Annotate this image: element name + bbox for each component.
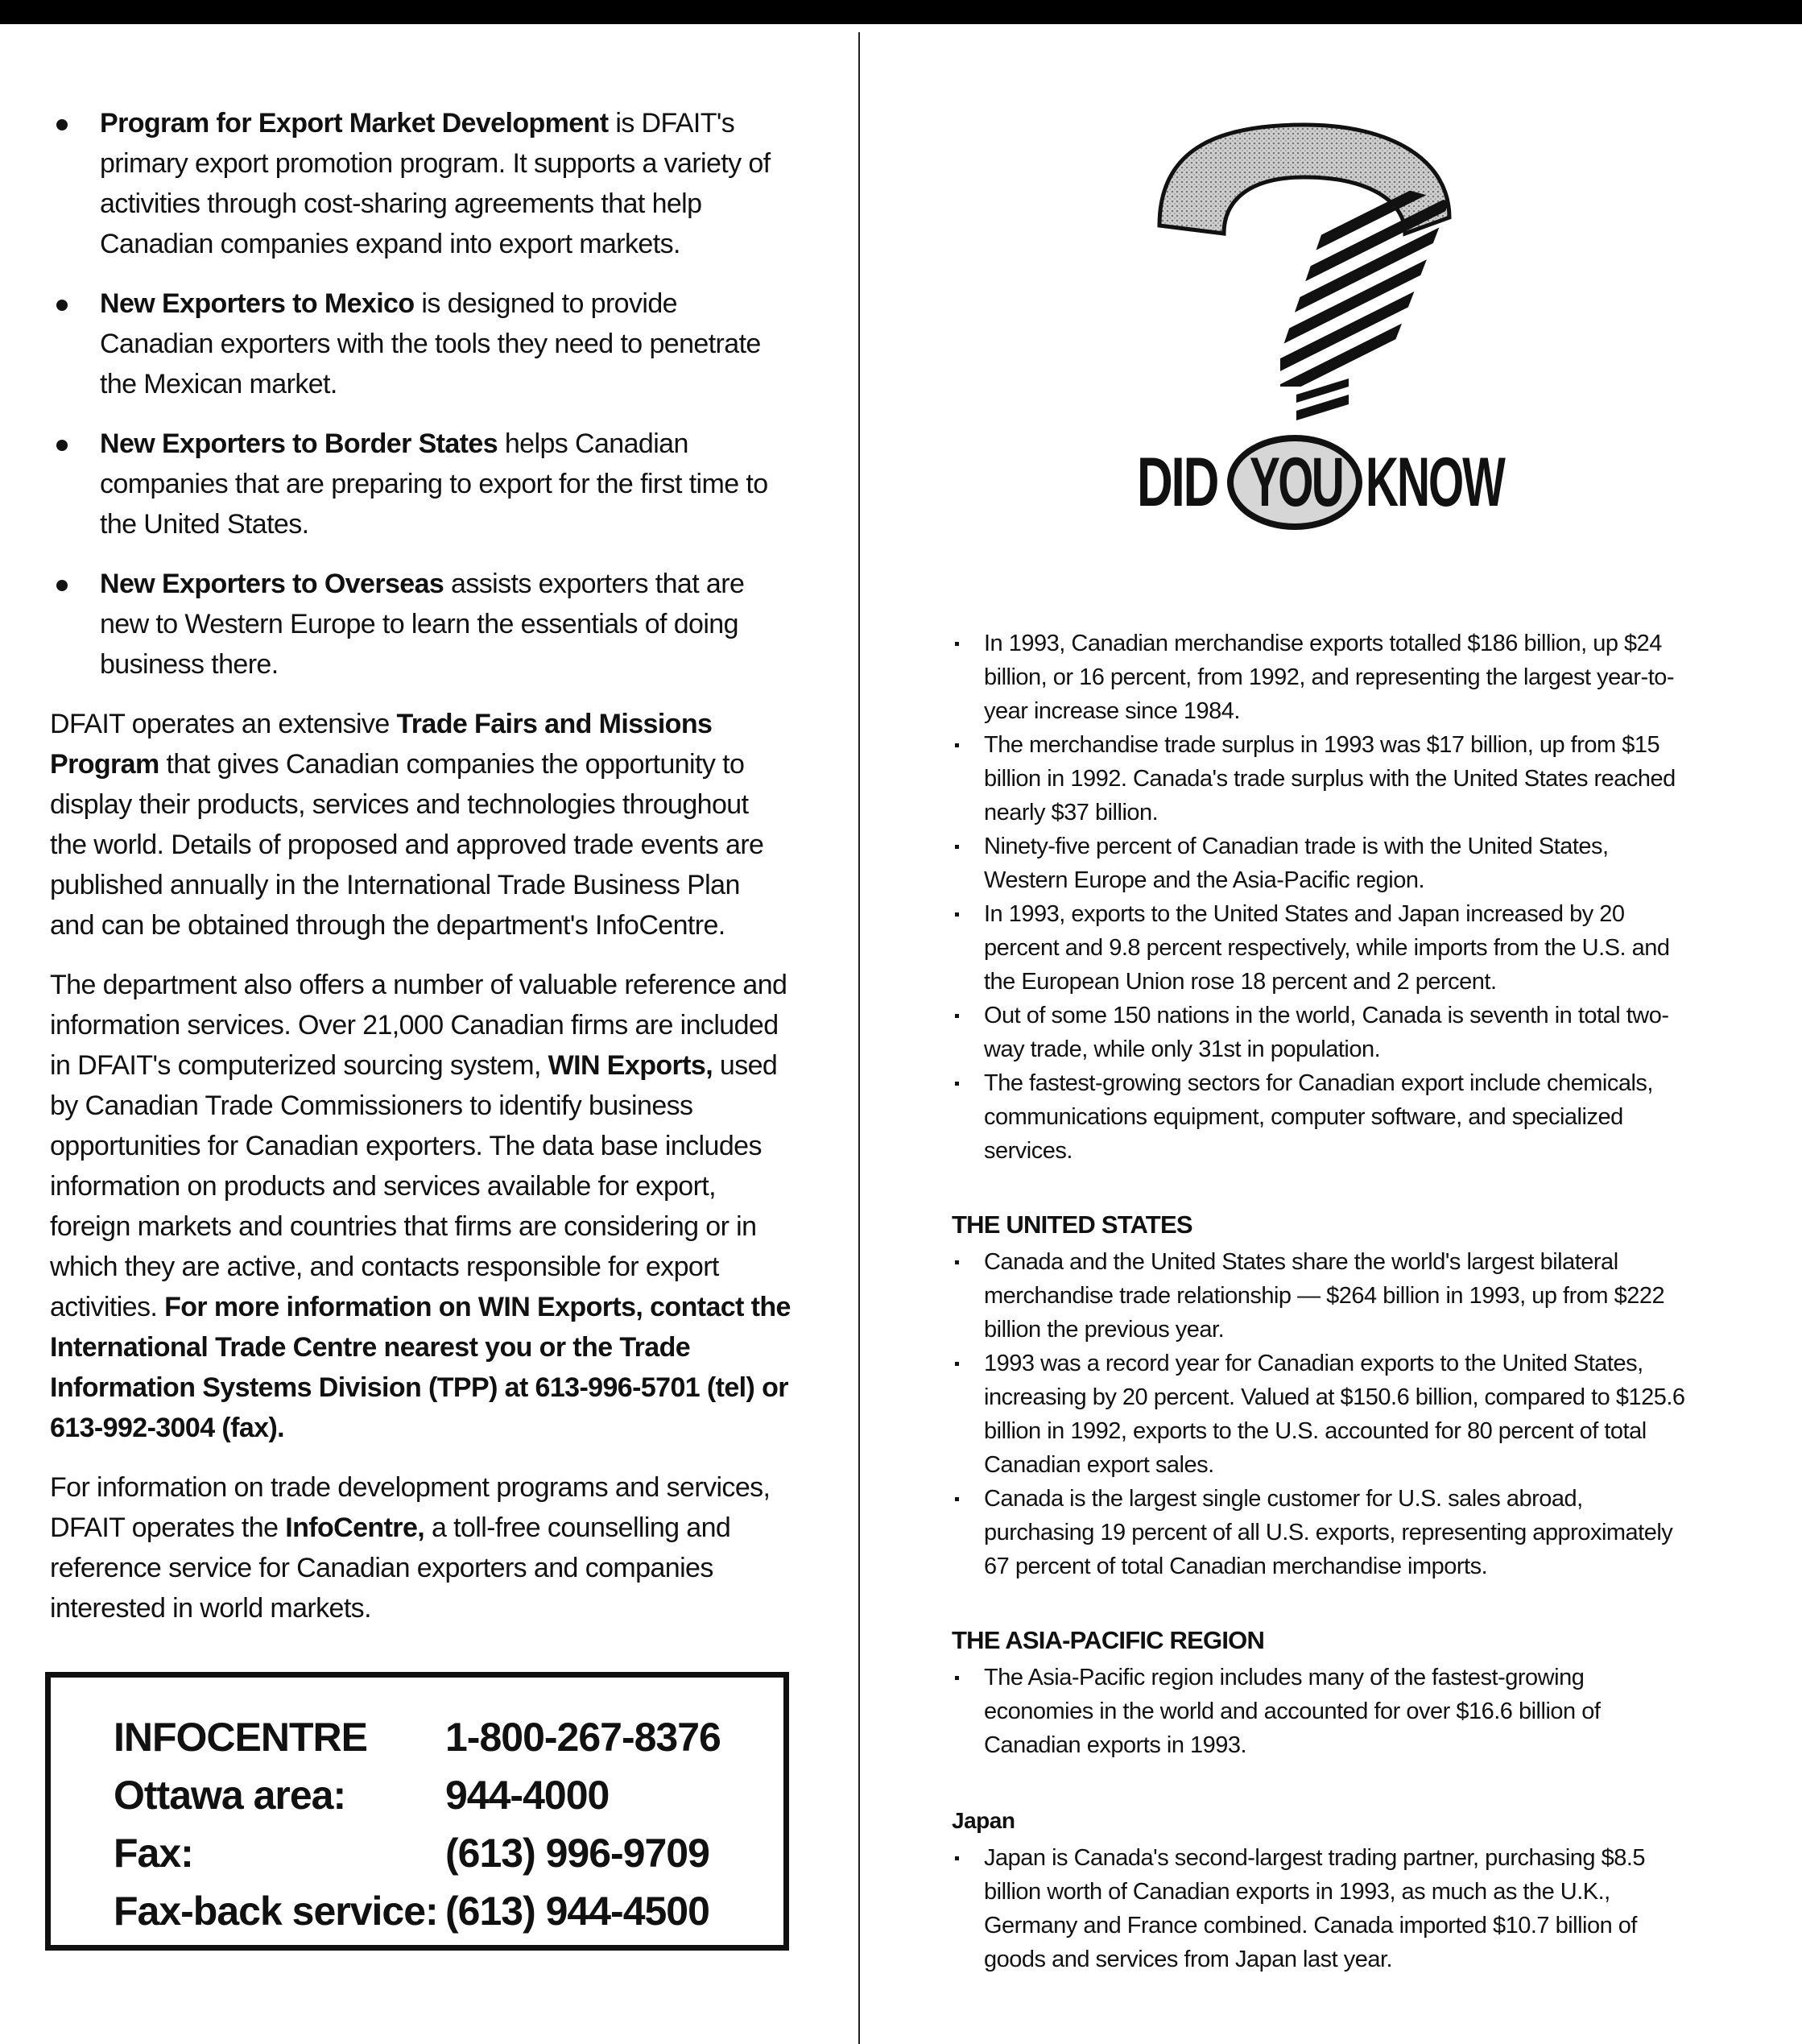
paragraph-text: The department also offers a number of valuable reference and information services. Over 21,000 Canadian firms are included in DFAIT's computerized sourcing system, bbox=[50, 970, 787, 1081]
program-name: New Exporters to Mexico bbox=[100, 288, 415, 319]
table-row bbox=[114, 1766, 721, 1824]
japan-facts-list bbox=[952, 1841, 1692, 1976]
fact-text: 1993 was a record year for Canadian exports to the United States, increasing by 20 percent. Valued at $150.6 billion, compared to $125.6 billion in 1992, exports to the U.S. accounted for 80 percent of total Canadian export sales. bbox=[984, 1351, 1685, 1478]
program-name: Program for Export Market Development bbox=[100, 108, 609, 139]
wordmark-you: YOU bbox=[1250, 444, 1343, 521]
bullet-icon bbox=[56, 440, 68, 451]
bullet-icon bbox=[955, 1260, 959, 1264]
contact-label: Ottawa area: bbox=[114, 1773, 346, 1818]
program-description: is DFAIT's primary export promotion program. It supports a variety of activities through cost-sharing agreements that help Canadian companies expand into export markets. bbox=[100, 108, 771, 259]
paragraph-emphasis: InfoCentre, bbox=[285, 1512, 425, 1543]
list-item bbox=[952, 830, 1692, 897]
contact-table bbox=[114, 1708, 721, 1940]
fact-text: The fastest-growing sectors for Canadian export include chemicals, communications equipment, computer software, and specialized services. bbox=[984, 1070, 1653, 1164]
program-name: New Exporters to Overseas bbox=[100, 569, 444, 599]
trade-facts-list bbox=[952, 627, 1692, 1168]
section-heading-asia-pacific: THE ASIA-PACIFIC REGION bbox=[952, 1626, 1265, 1654]
asia-pacific-facts-list bbox=[952, 1661, 1692, 1762]
program-list bbox=[50, 103, 791, 685]
bullet-icon bbox=[955, 912, 959, 916]
list-item bbox=[50, 283, 791, 404]
fact-text: Out of some 150 nations in the world, Canada is seventh in total two-way trade, while only 31st in population. bbox=[984, 1003, 1669, 1062]
fact-text: The merchandise trade surplus in 1993 was $17 billion, up from $15 billion in 1992. Canada's trade surplus with the United States reached nearly $37 billion. bbox=[984, 732, 1676, 825]
paragraph-text: For information on trade development programs and services, DFAIT operates the bbox=[50, 1472, 771, 1543]
fact-text: Canada and the United States share the world's largest bilateral merchandise trade relationship — $264 billion in 1993, up from $222 billion the previous year. bbox=[984, 1249, 1665, 1343]
list-item bbox=[952, 999, 1692, 1066]
bullet-icon bbox=[955, 1082, 959, 1086]
paragraph-text: DFAIT operates an extensive bbox=[50, 709, 397, 739]
did-you-know-wordmark bbox=[1137, 435, 1523, 532]
fact-text: Japan is Canada's second-largest trading partner, purchasing $8.5 billion worth of Canadian exports in 1993, as much as the U.K., Germany and France combined. Canada imported $10.7 billion of goods and services from Japan last year. bbox=[984, 1845, 1646, 1972]
list-item bbox=[50, 103, 791, 264]
bullet-icon bbox=[955, 845, 959, 849]
list-item bbox=[50, 564, 791, 685]
list-item bbox=[952, 897, 1692, 999]
us-facts-list bbox=[952, 1245, 1692, 1583]
bullet-icon bbox=[955, 1362, 959, 1366]
paragraph-emphasis: Trade Fairs and Missions Program bbox=[50, 709, 713, 780]
list-item bbox=[952, 1066, 1692, 1168]
program-description: helps Canadian companies that are preparing to export for the first time to the United States. bbox=[100, 428, 768, 540]
program-name: New Exporters to Border States bbox=[100, 428, 498, 459]
infocentre-paragraph bbox=[50, 1467, 791, 1628]
bullet-icon bbox=[955, 1497, 959, 1501]
bullet-icon bbox=[955, 1676, 959, 1680]
contact-number: 944-4000 bbox=[445, 1773, 610, 1818]
list-item bbox=[952, 1245, 1692, 1347]
list-item bbox=[952, 1347, 1692, 1482]
fact-text: Canada is the largest single customer for U.S. sales abroad, purchasing 19 percent of all U.S. exports, representing approximately 67 percent of total Canadian merchandise imports. bbox=[984, 1486, 1673, 1579]
bullet-icon bbox=[56, 300, 68, 311]
contact-label: Fax: bbox=[114, 1831, 193, 1876]
fact-text: Ninety-five percent of Canadian trade is with the United States, Western Europe and the Asia-Pacific region. bbox=[984, 834, 1609, 893]
fact-text: In 1993, exports to the United States and Japan increased by 20 percent and 9.8 percent respectively, while imports from the U.S. and the European Union rose 18 percent and 2 percent. bbox=[984, 901, 1670, 995]
program-description: assists exporters that are new to Western Europe to learn the essentials of doing business there. bbox=[100, 569, 745, 680]
contact-label: Fax-back service: bbox=[114, 1889, 438, 1934]
program-description: is designed to provide Canadian exporters with the tools they need to penetrate the Mexican market. bbox=[100, 288, 761, 399]
bullet-icon bbox=[56, 119, 68, 130]
win-exports-paragraph bbox=[50, 965, 791, 1448]
right-column bbox=[952, 627, 1692, 1976]
list-item bbox=[952, 1661, 1692, 1762]
contact-number: (613) 996-9709 bbox=[445, 1831, 709, 1876]
bullet-icon bbox=[955, 1014, 959, 1018]
infocentre-contact-box bbox=[45, 1672, 789, 1951]
list-item bbox=[952, 728, 1692, 830]
contact-label: INFOCENTRE bbox=[114, 1715, 367, 1760]
fact-text: In 1993, Canadian merchandise exports totalled $186 billion, up $24 billion, or 16 percent, from 1992, and representing the largest year-to-year increase since 1984. bbox=[984, 631, 1675, 724]
trade-fairs-paragraph bbox=[50, 704, 791, 945]
section-heading-united-states: THE UNITED STATES bbox=[952, 1210, 1192, 1239]
table-row bbox=[114, 1882, 721, 1940]
contact-number: 1-800-267-8376 bbox=[445, 1715, 721, 1760]
list-item bbox=[952, 1841, 1692, 1976]
wordmark-did: DID bbox=[1137, 444, 1218, 521]
page-fold-divider bbox=[858, 32, 860, 2044]
contact-number: (613) 944-4500 bbox=[445, 1889, 709, 1934]
bullet-icon bbox=[955, 743, 959, 747]
list-item bbox=[952, 1482, 1692, 1583]
contact-info: For more information on WIN Exports, contact the International Trade Centre nearest you or the Trade Information Systems Division (TPP) at 613-996-5701 (tel) or 613-992-3004 (fax). bbox=[50, 1292, 791, 1443]
paragraph-emphasis: WIN Exports, bbox=[548, 1050, 713, 1081]
top-scan-border bbox=[0, 0, 1802, 24]
section-heading-japan: Japan bbox=[952, 1808, 1015, 1833]
bullet-icon bbox=[955, 1856, 959, 1860]
bullet-icon bbox=[56, 580, 68, 591]
paragraph-text: used by Canadian Trade Commissioners to identify business opportunities for Canadian exporters. The data base includes information on products and services available for export, foreign markets and countries that firms are considering or in which they are active, and contacts responsible for export activities. bbox=[50, 1050, 778, 1322]
did-you-know-graphic bbox=[1127, 113, 1530, 548]
list-item bbox=[50, 424, 791, 544]
wordmark-know: KNOW bbox=[1366, 444, 1504, 521]
paragraph-text: that gives Canadian companies the opportunity to display their products, services and technologies throughout the world. Details of proposed and approved trade events are published annually in the International Trade Business Plan and can be obtained through the department's InfoCentre. bbox=[50, 749, 764, 941]
table-row bbox=[114, 1708, 721, 1766]
fact-text: The Asia-Pacific region includes many of the fastest-growing economies in the world and accounted for over $16.6 billion of Canadian exports in 1993. bbox=[984, 1665, 1601, 1758]
table-row bbox=[114, 1824, 721, 1882]
left-column bbox=[50, 103, 791, 1648]
list-item bbox=[952, 627, 1692, 728]
bullet-icon bbox=[955, 642, 959, 646]
paragraph-text: a toll-free counselling and reference service for Canadian exporters and companies interested in world markets. bbox=[50, 1512, 731, 1624]
